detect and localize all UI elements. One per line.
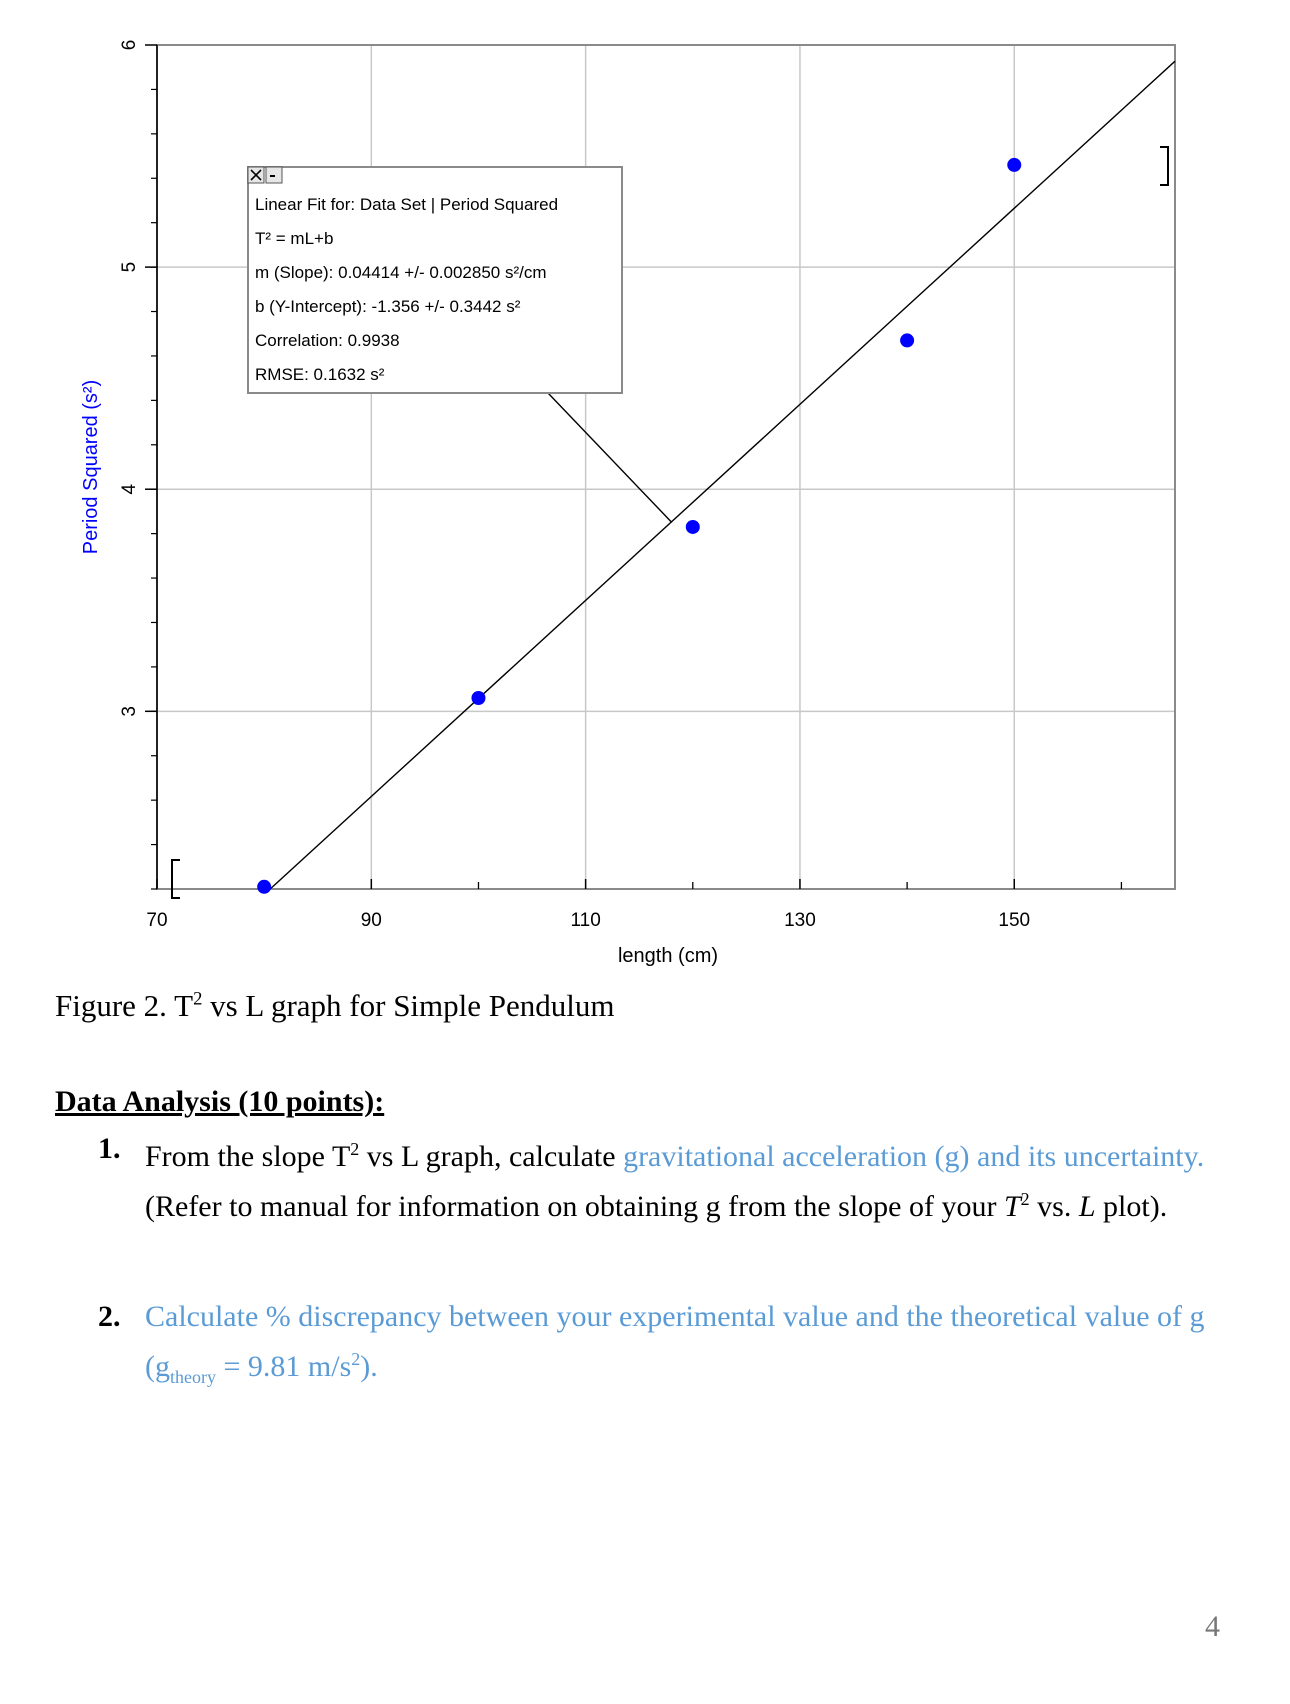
fit-line-2: T² = mL+b — [255, 229, 334, 248]
fit-line-1: Linear Fit for: Data Set | Period Squared — [255, 195, 559, 214]
x-tick-label: 130 — [784, 910, 816, 931]
question-2-number: 2. — [98, 1300, 121, 1333]
x-tick-label: 150 — [998, 910, 1031, 931]
y-tick-label: 5 — [119, 261, 141, 273]
close-icon[interactable] — [248, 167, 264, 183]
figure-caption: Figure 2. $T^2$ vs L graph for Simple Pendulum — [55, 988, 615, 1023]
y-axis-label: Period Squared (s²) — [80, 379, 102, 555]
y-tick-label: 3 — [119, 706, 141, 717]
page-number: 4 — [1205, 1610, 1220, 1643]
data-point[interactable] — [471, 691, 485, 705]
left-range-bracket — [172, 860, 180, 898]
x-tick-label: 70 — [146, 910, 168, 931]
data-point[interactable] — [686, 520, 700, 534]
fit-line-3: m (Slope): 0.04414 +/- 0.002850 s²/cm — [255, 263, 547, 282]
y-tick-label: 6 — [119, 39, 141, 51]
question-2: 2. Calculate % discrepancy between your experimental value and the theoretical value of g ($g_{theory} = 9.81$ $m/s^2$). — [98, 1296, 1228, 1398]
minimize-icon[interactable] — [266, 167, 282, 183]
fit-line-6: RMSE: 0.1632 s² — [255, 365, 385, 384]
y-tick-label: 4 — [119, 483, 141, 495]
data-point[interactable] — [257, 880, 271, 894]
q1-highlight: gravitational acceleration (g) and its uncertainty. — [623, 1140, 1205, 1173]
fit-line-4: b (Y-Intercept): -1.356 +/- 0.3442 s² — [255, 297, 521, 316]
x-tick-label: 110 — [570, 910, 601, 931]
question-1-number: 1. — [98, 1132, 121, 1165]
question-1: 1. From the slope $T^2$ vs L graph, calculate gravitational acceleration (g) and its uncertainty. (Refer to manual for information on obtaining g from the slope of your $T^2$ vs. L plot). — [98, 1128, 1228, 1228]
analysis-heading: Data Analysis (10 points): — [55, 1085, 385, 1118]
fit-annotation-box[interactable] — [248, 167, 622, 393]
data-point[interactable] — [1007, 158, 1021, 172]
x-tick-label: 90 — [360, 910, 382, 931]
right-range-bracket — [1160, 147, 1168, 185]
x-axis-label: length (cm) — [617, 945, 719, 967]
fit-line-5: Correlation: 0.9938 — [255, 331, 400, 350]
data-point[interactable] — [900, 333, 914, 347]
annotation-pointer-line — [548, 393, 671, 522]
